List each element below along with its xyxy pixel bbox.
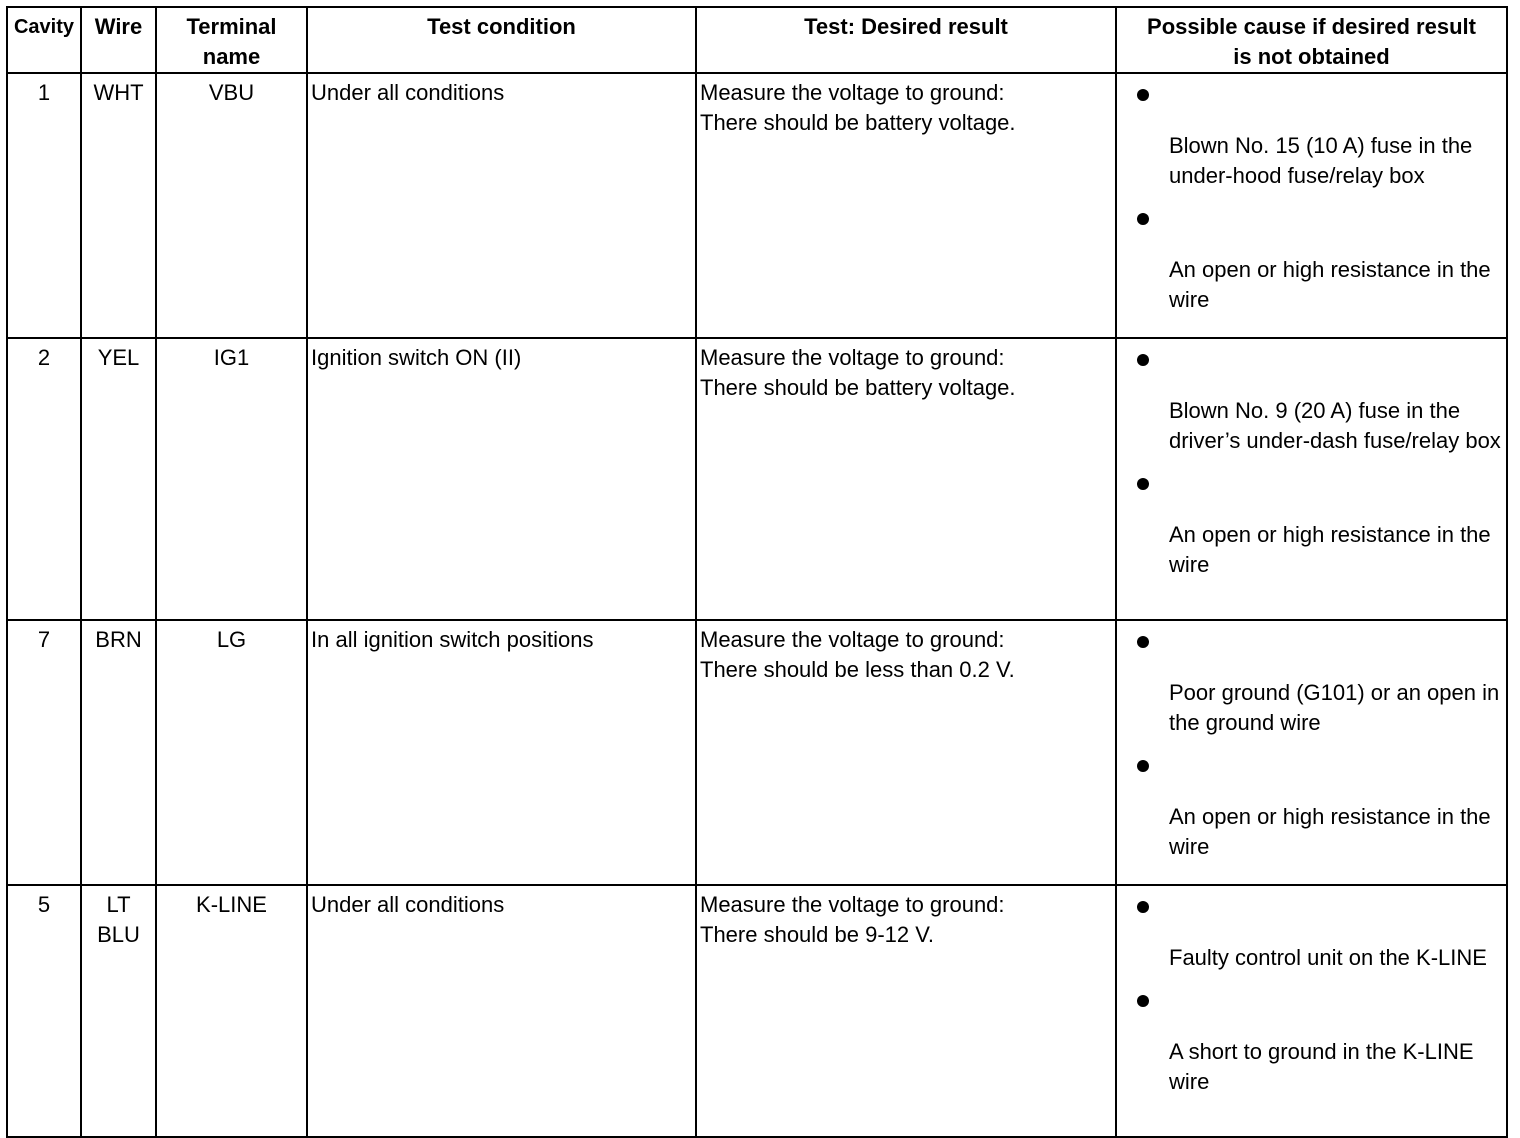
cause-list-item (1137, 760, 1504, 862)
result-line2: There should be less than 0.2 V. (700, 657, 1015, 682)
terminal-cell: IG1 (156, 338, 307, 620)
cause-cell (1116, 338, 1507, 620)
wire-cell (81, 620, 156, 885)
wire-color: YEL (97, 345, 140, 370)
cause-text: An open or high resistance in the wire (1169, 804, 1491, 859)
wire-color: WHT (93, 80, 144, 105)
header-test-condition: Test condition (307, 7, 696, 73)
cause-list-item (1137, 213, 1504, 315)
header-terminal-line1: Terminal (186, 14, 277, 39)
wire-cell (81, 885, 156, 1137)
header-row (7, 7, 1507, 73)
result-cell (696, 338, 1116, 620)
terminal-cell: LG (156, 620, 307, 885)
result-cell (696, 620, 1116, 885)
wire-color: BRN (95, 627, 142, 652)
condition-cell: Ignition switch ON (II) (307, 338, 696, 620)
table-row (7, 885, 1507, 1137)
cause-list-item (1137, 636, 1504, 738)
result-line1: Measure the voltage to ground: (700, 627, 1005, 652)
cause-list-item (1137, 89, 1504, 191)
bullet-icon (1137, 89, 1149, 101)
terminal-cell: K-LINE (156, 885, 307, 1137)
header-cavity: Cavity (7, 7, 81, 73)
cavity-cell: 2 (7, 338, 81, 620)
result-line1: Measure the voltage to ground: (700, 345, 1005, 370)
bullet-icon (1137, 995, 1149, 1007)
header-terminal-name (156, 7, 307, 73)
header-cause-line1: Possible cause if desired result (1147, 14, 1476, 39)
terminal-test-table (6, 6, 1508, 1138)
wire-cell (81, 73, 156, 338)
table-row (7, 73, 1507, 338)
cause-text: An open or high resistance in the wire (1169, 522, 1491, 577)
bullet-icon (1137, 354, 1149, 366)
bullet-icon (1137, 636, 1149, 648)
condition-cell: Under all conditions (307, 885, 696, 1137)
cause-text: Blown No. 9 (20 A) fuse in the driver’s under-dash fuse/relay box (1169, 398, 1501, 453)
cause-list-item (1137, 354, 1504, 456)
header-possible-cause (1116, 7, 1507, 73)
table-row (7, 338, 1507, 620)
header-cause-line2: is not obtained (1233, 44, 1390, 69)
cavity-cell: 7 (7, 620, 81, 885)
wire-cell (81, 338, 156, 620)
bullet-icon (1137, 478, 1149, 490)
cause-text: Blown No. 15 (10 A) fuse in the under-hood fuse/relay box (1169, 133, 1473, 188)
condition-cell: In all ignition switch positions (307, 620, 696, 885)
wire-color: LT (106, 892, 131, 917)
terminal-test-document (6, 6, 1506, 1110)
result-line2: There should be battery voltage. (700, 375, 1016, 400)
cause-text: Poor ground (G101) or an open in the ground wire (1169, 680, 1500, 735)
bullet-icon (1137, 760, 1149, 772)
result-line1: Measure the voltage to ground: (700, 892, 1005, 917)
result-line2: There should be battery voltage. (700, 110, 1016, 135)
bullet-icon (1137, 901, 1149, 913)
wire-color-line2: BLU (97, 922, 140, 947)
cavity-cell: 1 (7, 73, 81, 338)
cause-cell (1116, 73, 1507, 338)
cause-text: A short to ground in the K-LINE wire (1169, 1039, 1474, 1094)
cause-list-item (1137, 995, 1504, 1097)
cause-cell (1116, 620, 1507, 885)
cause-list-item (1137, 901, 1504, 973)
header-wire: Wire (81, 7, 156, 73)
cause-text: An open or high resistance in the wire (1169, 257, 1491, 312)
cause-list-item (1137, 478, 1504, 580)
result-line1: Measure the voltage to ground: (700, 80, 1005, 105)
bullet-icon (1137, 213, 1149, 225)
cavity-cell: 5 (7, 885, 81, 1137)
header-terminal-line2: name (202, 44, 261, 69)
cause-text: Faulty control unit on the K-LINE (1169, 945, 1487, 970)
table-row (7, 620, 1507, 885)
cause-cell (1116, 885, 1507, 1137)
condition-cell: Under all conditions (307, 73, 696, 338)
result-cell (696, 885, 1116, 1137)
result-line2: There should be 9-12 V. (700, 922, 935, 947)
header-desired-result: Test: Desired result (696, 7, 1116, 73)
terminal-cell: VBU (156, 73, 307, 338)
result-cell (696, 73, 1116, 338)
